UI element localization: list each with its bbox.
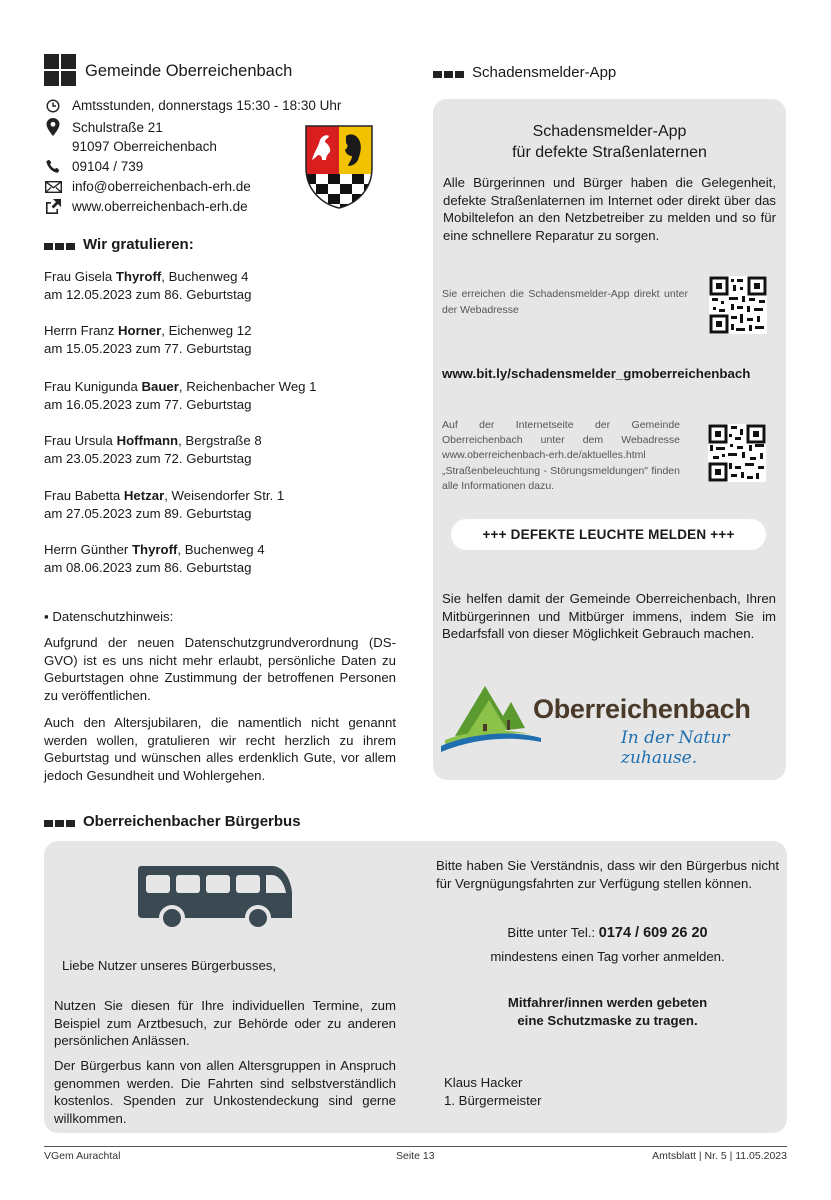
birthday-entry: Herrn Franz Horner, Eichenweg 12 am 15.05.2023 zum 77. Geburtstag [44, 323, 252, 356]
bus-greeting: Liebe Nutzer unseres Bürgerbusses, [62, 958, 277, 973]
web-row [44, 199, 248, 214]
street: Schulstraße 21 [72, 119, 163, 135]
phone-icon [44, 159, 62, 174]
birthday-entry: Frau Ursula Hoffmann, Bergstraße 8 am 23.05.2023 zum 72. Geburtstag [44, 433, 262, 466]
section-marker-icon [44, 814, 77, 831]
municipality-logo-icon [44, 54, 76, 86]
footer-page-number: Seite 13 [396, 1150, 435, 1162]
phone-number: 09104 / 739 [72, 159, 144, 174]
birthday-entry: Frau Gisela Thyroff, Buchenweg 4 am 12.05.2023 zum 86. Geburtstag [44, 269, 252, 302]
section-marker-icon [433, 65, 466, 82]
coat-of-arms-icon [304, 124, 374, 210]
birthday-entry: Herrn Günther Thyroff, Buchenweg 4 am 08.06.2023 zum 86. Geburtstag [44, 542, 265, 575]
address-row [44, 118, 163, 136]
bus-mask-note: Mitfahrer/innen werden gebeten eine Schutzmaske zu tragen. [507, 995, 708, 1028]
oberreichenbach-logo [441, 680, 781, 768]
app-intro: Alle Bürgerinnen und Bürger haben die Gelegenheit, defekte Straßenlaternen im Internet oder direkt über das Mobiltelefon an den Netzbetreiber zu melden und so für eine schnellere Reparatur zu sorgen. [443, 175, 776, 243]
privacy-title: ▪ Datenschutzhinweis: [44, 609, 174, 624]
privacy-paragraph-1: Aufgrund der neuen Datenschutzgrundverordnung (DS-GVO) ist es uns nicht mehr erlaubt, persönliche Daten zu Geburtstagen ohne Zustimmung der betroffenen Personen zu veröffentlichen. [44, 635, 396, 703]
footer-divider [44, 1146, 787, 1147]
website-link[interactable]: www.oberreichenbach-erh.de [72, 199, 248, 214]
municipality-name: Gemeinde Oberreichenbach [85, 62, 293, 80]
trees-landscape-icon [441, 680, 541, 754]
qr-code-2-icon[interactable] [708, 424, 766, 482]
logo-name: Oberreichenbach [533, 694, 751, 724]
bus-icon [136, 862, 294, 932]
footer-left: VGem Aurachtal [44, 1150, 121, 1162]
city: 91097 Oberreichenbach [72, 139, 217, 154]
email-row [44, 179, 251, 194]
signer-role: 1. Bürgermeister [444, 1093, 542, 1108]
qr1-text: Sie erreichen die Schadensmelder-App direkt unter der Webadresse [442, 288, 688, 316]
birthday-entry: Frau Babetta Hetzar, Weisendorfer Str. 1 am 27.05.2023 zum 89. Geburtstag [44, 488, 285, 521]
app-heading: Schadensmelder-App [433, 64, 616, 82]
signer-name: Klaus Hacker [444, 1075, 523, 1090]
phone-row [44, 159, 143, 174]
bus-phone-line: Bitte unter Tel.: 0174 / 609 26 20 [507, 925, 708, 941]
bus-paragraph-1: Nutzen Sie diesen für Ihre individuellen Termine, zum Beispiel zum Arztbesuch, zur Behörde oder zu anderen persönlichen Anlässen. [54, 998, 396, 1049]
report-light-button[interactable]: +++ DEFEKTE LEUCHTE MELDEN +++ [451, 519, 766, 550]
app-url-link[interactable]: www.bit.ly/schadensmelder_gmoberreichenbach [442, 366, 751, 381]
section-marker-icon [44, 237, 77, 254]
logo-slogan: In der Natur zuhause. [621, 728, 730, 768]
hours-row [44, 98, 341, 113]
envelope-icon [44, 181, 62, 193]
clock-icon [44, 99, 62, 113]
qr2-text: Auf der Internetseite der Gemeinde Oberreichenbach unter dem Webadresse www.oberreichenbach-erh.de/aktuelles.html „Straßenbeleuchtung - Störungsmeldungen" finden alle Informationen dazu. [442, 419, 680, 492]
app-outro: Sie helfen damit der Gemeinde Oberreichenbach, Ihren Mitbürgerinnen und Mitbürger immens, indem Sie im Bedarfsfall von dieser Möglichkeit Gebrauch machen. [442, 591, 776, 642]
bus-paragraph-2: Der Bürgerbus kann von allen Altersgruppen in Anspruch genommen werden. Die Fahrten sind selbstverständlich kostenlos. Spenden zur Unkostendeckung sind gerne willkommen. [54, 1058, 396, 1126]
qr-code-1-icon[interactable] [709, 276, 767, 334]
office-hours: Amtsstunden, donnerstags 15:30 - 18:30 Uhr [72, 98, 342, 113]
bus-paragraph-3: Bitte haben Sie Verständnis, dass wir den Bürgerbus nicht für Vergnügungsfahrten zur Verfügung stellen können. [436, 858, 779, 891]
footer-right: Amtsblatt | Nr. 5 | 11.05.2023 [652, 1150, 787, 1162]
email-link[interactable]: info@oberreichenbach-erh.de [72, 179, 251, 194]
bus-phone-number[interactable]: 0174 / 609 26 20 [598, 925, 708, 941]
bus-phone-note: mindestens einen Tag vorher anmelden. [490, 949, 725, 964]
privacy-paragraph-2: Auch den Altersjubilaren, die namentlich nicht genannt werden wollen, gratulieren wir recht herzlich zu ihrem Geburtstag und wünschen alles erdenklich Gute, vor allem jedoch Gesundheit und Wohlergehen. [44, 715, 396, 783]
external-link-icon [44, 199, 62, 214]
app-box-title: Schadensmelder-App für defekte Straßenlaternen [512, 123, 707, 161]
congrats-heading: Wir gratulieren: [44, 236, 194, 254]
bus-heading: Oberreichenbacher Bürgerbus [44, 813, 301, 831]
birthday-entry: Frau Kunigunda Bauer, Reichenbacher Weg 1 am 16.05.2023 zum 77. Geburtstag [44, 379, 317, 412]
location-pin-icon [44, 118, 62, 136]
